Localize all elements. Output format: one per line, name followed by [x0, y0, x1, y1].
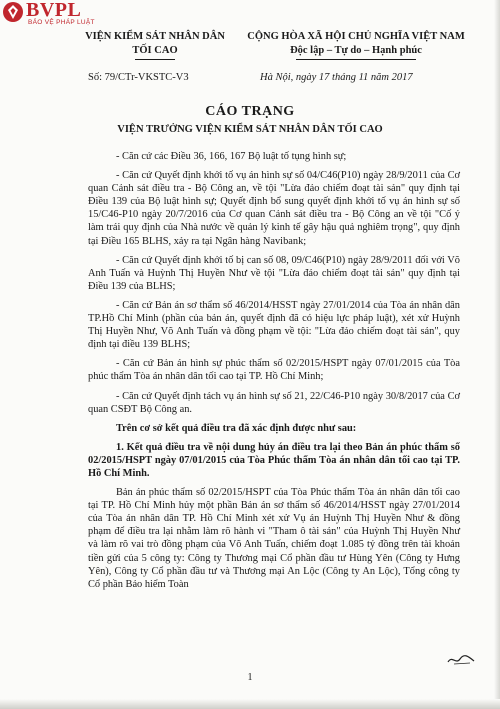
- scan-shadow-right: [494, 0, 500, 709]
- page-number: 1: [247, 672, 253, 683]
- agency-underline: [135, 59, 175, 60]
- place-and-date: Hà Nội, ngày 17 tháng 11 năm 2017: [260, 72, 413, 83]
- legal-basis-5: - Căn cứ Bản án hình sự phúc thẩm số 02/2015/HSPT ngày 07/01/2015 của Tòa phúc thẩm Tòa án nhân dân tối cao tại TP. Hồ Chí Minh;: [88, 358, 460, 383]
- nation-name: CỘNG HÒA XÃ HỘI CHỦ NGHĨA VIỆT NAM: [247, 31, 465, 42]
- bvpl-watermark-logo: [2, 1, 114, 29]
- national-heading: [236, 30, 476, 60]
- bvpl-emblem-icon: [2, 1, 24, 23]
- bvpl-brand-text: BVPL: [26, 0, 82, 21]
- bvpl-tagline: BẢO VỆ PHÁP LUẬT: [28, 19, 95, 26]
- scan-shadow-bottom: [0, 699, 500, 709]
- issuing-agency: [80, 30, 230, 60]
- findings-heading: Trên cơ sở kết quả điều tra đã xác định được như sau:: [116, 422, 357, 434]
- agency-line-1: VIỆN KIỂM SÁT NHÂN DÂN: [85, 31, 225, 42]
- handwritten-initials: [446, 653, 476, 667]
- section-1-body: Bản án phúc thẩm số 02/2015/HSPT của Tòa Phúc thẩm Tòa án nhân dân tối cao tại TP. Hồ Chí Minh hủy một phần Bản án sơ thẩm số 46/2014/HSST ngày 27/01/2014 của Tòa án nhân dân TP. Hồ Chí Minh xét xử Vụ án Huỳnh Thị Huyền Như & đồng phạm để điều tra lại nhằm làm rõ hành vi "Tham ô tài sản" của Huỳnh Thị Huyền Như và làm rõ vai trò đồng phạm của Võ Anh Tuấn, chiếm đoạt 1.085 tỷ đồng trên tài khoản tiền gửi của 5 công ty: Công ty Thương mại Cổ phần đầu tư Hùng Yên (Công ty Hưng Yên), Công ty Cổ phần đầu tư và Thương mại An Lộc (Công ty An Lộc), Tổng công ty Cổ phần Bảo hiểm Toàn: [88, 487, 460, 590]
- national-motto: Độc lập – Tự do – Hạnh phúc: [290, 45, 422, 56]
- legal-basis-2: - Căn cứ Quyết định khởi tố vụ án hình sự số 04/C46(P10) ngày 28/9/2011 của Cơ quan Cảnh sát điều tra - Bộ Công an, về tội "Lừa đảo chiếm đoạt tài sản" quy định tại Điều 139 của Bộ luật hình sự; Quyết định bổ sung quyết định khởi tố vụ án hình sự số 15/C46-P10 ngày 20/7/2016 của Cơ quan Cảnh sát điều tra - Bộ Công an về tội "Cố ý làm trái quy định của Nhà nước về quản lý kinh tế gây hậu quả nghiêm trọng", quy định tại Điều 165 BLHS, xảy ra tại Ngân hàng Navibank;: [88, 170, 460, 247]
- document-subtitle: VIỆN TRƯỞNG VIỆN KIỂM SÁT NHÂN DÂN TỐI CAO: [117, 124, 383, 135]
- legal-basis-1: - Căn cứ các Điều 36, 166, 167 Bộ luật tố tụng hình sự;: [116, 151, 347, 162]
- document-title: CÁO TRẠNG: [205, 104, 295, 119]
- document-number: Số: 79/CTr-VKSTC-V3: [88, 72, 189, 83]
- legal-basis-3: - Căn cứ Quyết định khởi tố bị can số 08, 09/C46(P10) ngày 28/9/2011 đối với Võ Anh Tuấn và Huỳnh Thị Huyền Như về tội "Lừa đảo chiếm đoạt tài sản" quy định tại Điều 139 của BLHS;: [88, 254, 460, 292]
- agency-line-2: TỐI CAO: [132, 45, 178, 56]
- legal-basis-6: - Căn cứ Quyết định tách vụ án hình sự số 21, 22/C46-P10 ngày 30/8/2017 của Cơ quan CSĐT Bộ Công an.: [88, 390, 460, 415]
- document-body: [88, 150, 460, 597]
- legal-basis-4: - Căn cứ Bản án sơ thẩm số 46/2014/HSST ngày 27/01/2014 của Tòa án nhân dân TP.Hồ Chí Minh (phần của bản án, quyết định đã có hiệu lực pháp luật), xét xử Huỳnh Thị Huyền Như, Võ Anh Tuấn và đồng phạm về tội: "Lừa đảo chiếm đoạt tài sản", quy định tại điều 139 BLHS;: [88, 299, 460, 351]
- motto-underline: [296, 59, 416, 60]
- section-1-heading: 1. Kết quả điều tra về nội dung hủy án điều tra lại theo Bản án phúc thẩm số 02/2015/HSPT ngày 07/01/2015 của Tòa Phúc thẩm Tòa án nhân dân tối cao tại TP. Hồ Chí Minh.: [88, 441, 460, 479]
